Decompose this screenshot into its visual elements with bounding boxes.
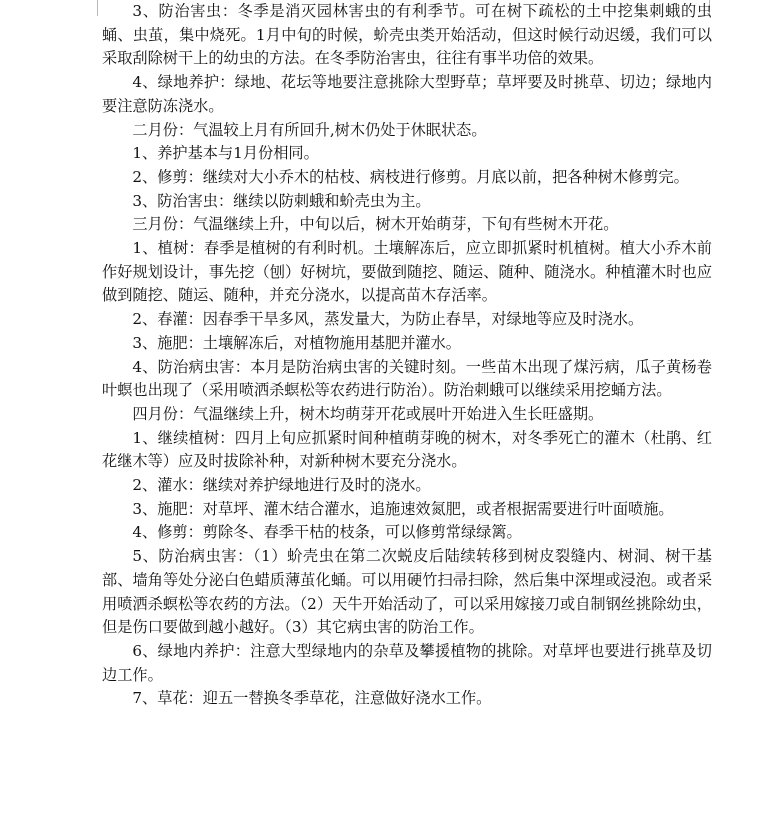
paragraph-apr-item-6: 6、绿地内养护：注意大型绿地内的杂草及攀援植物的挑除。对草坪也要进行挑草及切边工作。 [102,641,712,684]
paragraph-mar-item-2: 2、春灌：因春季干旱多风，蒸发量大，为防止春旱，对绿地等应及时浇水。 [132,310,644,329]
paragraph-mar-item-3: 3、施肥：土壤解冻后，对植物施用基肥并灌水。 [132,333,461,352]
paragraph-apr-item-2: 2、灌水：继续对养护绿地进行及时的浇水。 [132,476,431,495]
paragraph-apr-item-4: 4、修剪：剪除冬、春季干枯的枝条，可以修剪常绿绿篱。 [132,523,522,542]
paragraph-mar-heading: 三月份：气温继续上升，中旬以后，树木开始萌芽，下旬有些树木开花。 [132,215,619,234]
paragraph-feb-item-2: 2、修剪：继续对大小乔木的枯枝、病枝进行修剪。月底以前，把各种树木修剪完。 [132,167,689,186]
paragraph-feb-item-3: 3、防治害虫：继续以防刺蛾和蚧壳虫为主。 [132,191,431,210]
left-margin-marker [97,0,98,16]
paragraph-feb-heading: 二月份：气温较上月有所回升,树木仍处于休眠状态。 [132,120,487,139]
document-body [102,0,712,711]
paragraph-mar-item-4: 4、防治病虫害：本月是防治病虫害的关键时刻。一些苗木出现了煤污病，瓜子黄杨卷叶螟也出现了（采用喷洒杀螟松等农药进行防治）。防治刺蛾可以继续采用挖蛹方法。 [102,357,712,400]
paragraph-mar-item-1: 1、植树：春季是植树的有利时机。土壤解冻后，应立即抓紧时机植树。植大小乔木前作好规划设计，事先挖（刨）好树坑，要做到随挖、随运、随种、随浇水。种植灌木时也应做到随挖、随运、随种，并充分浇水，以提高苗木存活率。 [102,239,712,305]
paragraph-jan-pest-control: 3、防治害虫：冬季是消灭园林害虫的有利季节。可在树下疏松的土中挖集刺蛾的虫蛹、虫茧，集中烧死。1月中旬的时候，蚧壳虫类开始活动，但这时候行动迟缓，我们可以采取刮除树干上的幼虫的方法。在冬季防治害虫，往往有事半功倍的效果。 [102,2,712,68]
paragraph-feb-item-1: 1、养护基本与1月份相同。 [132,144,319,163]
paragraph-apr-item-3: 3、施肥：对草坪、灌木结合灌水，追施速效氮肥，或者根据需要进行叶面喷施。 [132,499,674,518]
paragraph-apr-item-7: 7、草花：迎五一替换冬季草花，注意做好浇水工作。 [132,689,492,708]
paragraph-apr-item-1: 1、继续植树：四月上旬应抓紧时间种植萌芽晚的树木，对冬季死亡的灌木（杜鹃、红花继木等）应及时拔除补种，对新种树木要充分浇水。 [102,428,712,471]
paragraph-apr-heading: 四月份：气温继续上升，树木均萌芽开花或展叶开始进入生长旺盛期。 [132,404,604,423]
paragraph-apr-item-5: 5、防治病虫害：（1）蚧壳虫在第二次蜕皮后陆续转移到树皮裂缝内、树洞、树干基部、墙角等处分泌白色蜡质薄茧化蛹。可以用硬竹扫帚扫除，然后集中深埋或浸泡。或者采用喷洒杀螟松等农药的方法。（2）天牛开始活动了，可以采用嫁接刀或自制钢丝挑除幼虫，但是伤口要做到越小越好。（3）其它病虫害的防治工作。 [102,547,712,637]
paragraph-jan-greenland-care: 4、绿地养护：绿地、花坛等地要注意挑除大型野草；草坪要及时挑草、切边；绿地内要注意防冻浇水。 [102,73,712,115]
